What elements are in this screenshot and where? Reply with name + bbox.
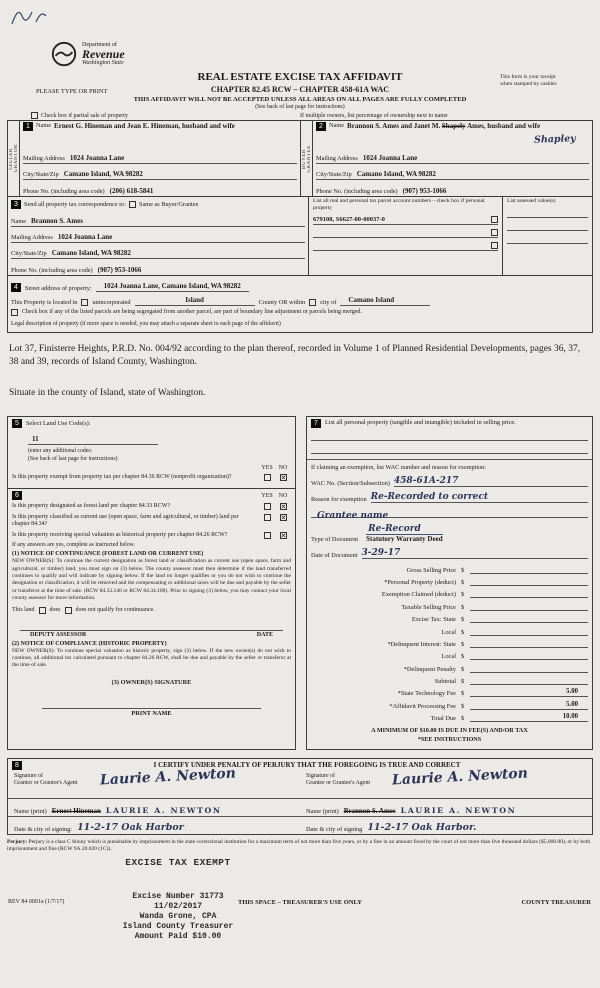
money-row-excise-state xyxy=(311,611,588,623)
certify-statement: I CERTIFY UNDER PENALTY OF PERJURY THAT THE FOREGOING IS TRUE AND CORRECT xyxy=(153,761,461,770)
money-value: 10.00 xyxy=(470,713,588,722)
chapter-line: CHAPTER 82.45 RCW – CHAPTER 458-61A WAC xyxy=(210,85,390,94)
historic-question-row xyxy=(12,532,291,540)
money-value xyxy=(470,634,588,636)
correspondence-header xyxy=(11,198,305,211)
buyer-csz-row xyxy=(316,164,589,180)
grantee-date-cell xyxy=(300,817,592,834)
street-address-row xyxy=(11,277,589,292)
grantee-agent-label: Grantee or Grantee's Agent xyxy=(306,779,371,786)
exempt-yes-checkbox[interactable] xyxy=(264,474,271,481)
print-name-line: PRINT NAME xyxy=(42,708,261,717)
money-value xyxy=(470,658,588,660)
corr-name-value: Brannon S. Ames xyxy=(31,217,83,225)
parcel-row-2 xyxy=(313,225,498,238)
forest-land-question-row xyxy=(12,503,291,511)
completion-warning: THIS AFFIDAVIT WILL NOT BE ACCEPTED UNLESS ALL AREAS ON ALL PAGES ARE FULLY COMPLETED xyxy=(133,96,467,103)
corr-phone-value: (907) 953-1066 xyxy=(97,266,142,274)
date-label: DATE xyxy=(256,631,273,638)
csz-label: City/State/Zip xyxy=(23,171,59,178)
receipt-note-line1: This form is your receipt xyxy=(500,74,556,80)
money-label: *Delinquent Interest: State xyxy=(387,640,456,648)
legal-description-text: Lot 37, Finisterre Heights, P.R.D. No. 004/92 according to the plan thereof, recorded in Volume 1 of Planned Residential Developments, pages 36, 37, 38 and 39, records of Island County, Washington. xyxy=(9,344,581,368)
q3-no-slot xyxy=(275,532,291,539)
notice-continuance-body: NEW OWNER(S): To continue the current designation as forest land or classification as current use (open space, farm and agricultural, or timber) land, you must sign on (3) below. The county assessor must then determine if the land transferred continues to qualify and will indicate by signing below. If the land no longer qualifies or you do not wish to continue the designation or classification, it will be removed and the compensating or additional taxes will be due and payable by the seller or transferor at the time of sale. (RCW 84.33.140 or RCW 84.34.108). Prior to signing (3) below, you may contact your local county assessor for more information. xyxy=(12,558,291,602)
grantor-date-cell xyxy=(8,817,300,834)
section-8-number: 8 xyxy=(12,761,22,770)
type-of-document-handwritten: Re-Record xyxy=(366,524,442,535)
date-of-document-label: Date of Document xyxy=(311,551,358,559)
corr-csz-value: Camano Island, WA 98282 xyxy=(51,249,131,257)
money-label: Local xyxy=(441,653,456,661)
money-row-total-due xyxy=(311,710,588,722)
q3-yes-checkbox[interactable] xyxy=(264,532,271,539)
wac-label: WAC No. (Section/Subsection) xyxy=(311,479,390,487)
money-value xyxy=(470,596,588,598)
section-2-number: 2 xyxy=(316,122,326,131)
reason-value-line2: Grantee name xyxy=(317,510,389,521)
receipt-note xyxy=(500,74,592,89)
name-print-label: Name (print) xyxy=(306,807,339,815)
personal-property-header xyxy=(307,417,592,428)
personal-property-label: List all personal property (tangible and intangible) included in selling price. xyxy=(325,418,516,426)
form-header xyxy=(0,0,600,112)
buyer-phone-row xyxy=(316,180,589,196)
q1-yes-checkbox[interactable] xyxy=(264,503,271,510)
land-use-code-value[interactable]: 11 xyxy=(28,435,158,445)
assessed-value-blank-2 xyxy=(507,218,588,231)
logo-revenue-line: Revenue xyxy=(82,47,125,61)
reason-line2 xyxy=(311,505,588,521)
if-yes-note: If any answers are yes, complete as instructed below. xyxy=(12,542,135,549)
treasurer-use-only-label: THIS SPACE – TREASURER'S USE ONLY xyxy=(238,898,362,906)
forest-land-section xyxy=(8,488,295,725)
city-value: Camano Island xyxy=(340,296,430,306)
date-of-document-value: 3-29-17 xyxy=(361,547,401,558)
grantee-signature-value[interactable]: Laurie A. Newton xyxy=(391,765,529,789)
grantor-date-city-value: 11-2-17 Oak Harbor xyxy=(77,821,184,833)
buyer-name-line2: and wife xyxy=(514,122,541,130)
county-treasurer-label: COUNTY TREASURER xyxy=(521,898,591,906)
name-print-label: Name (print) xyxy=(14,807,47,815)
upper-form-box xyxy=(7,120,593,333)
mailing-address-label: Mailing Address xyxy=(23,155,65,162)
money-value: 5.00 xyxy=(470,701,588,710)
type-of-document-row xyxy=(307,524,592,543)
parcel-number-value: 679108, S6627-00-00037-0 xyxy=(313,215,385,223)
corr-phone-row xyxy=(11,259,305,275)
buyer-side-label: BUYER xyxy=(301,148,307,169)
money-block xyxy=(307,559,592,748)
tax-correspondence-section xyxy=(8,197,592,276)
money-value xyxy=(470,671,588,673)
form-body xyxy=(0,112,600,951)
street-address-value: 1024 Joanna Lane, Camano Island, WA 98282 xyxy=(96,282,249,292)
dollar-sign: $ xyxy=(461,616,465,624)
situate-text: Situate in the county of Island, state of Washington. xyxy=(9,387,206,398)
grantor-printed-name-hand: LAURIE A. NEWTON xyxy=(105,805,222,815)
dollar-sign: $ xyxy=(461,690,465,698)
partial-sale-group xyxy=(7,112,300,119)
county-or-label: County OR within xyxy=(258,299,306,306)
deputy-assessor-label: DEPUTY ASSESSOR xyxy=(30,631,87,638)
land-use-header xyxy=(12,419,291,428)
q2-no-checkbox[interactable]: ✕ xyxy=(280,513,287,522)
logo-text xyxy=(82,42,125,66)
q3-no-checkbox[interactable]: ✕ xyxy=(280,531,287,540)
section-6-header xyxy=(12,491,291,500)
money-row-exemption xyxy=(311,586,588,598)
perjury-bold: Perjury: xyxy=(7,838,28,845)
personal-property-checkbox-2[interactable] xyxy=(491,229,498,236)
minimum-fee-line1: A MINIMUM OF $10.00 IS DUE IN FEE(S) AND/OR TAX xyxy=(371,727,528,735)
city-of-label: city of xyxy=(320,299,337,306)
partial-sale-checkbox[interactable] xyxy=(31,112,38,119)
section-3-number: 3 xyxy=(11,200,21,209)
money-row-processing-fee xyxy=(311,697,588,709)
buyer-csz-value: Camano Island, WA 98282 xyxy=(356,170,436,178)
perjury-text: Perjury is a class C felony which is punishable by imprisonment in the state correctional institution for a maximum term of not more than five years, or by a fine in an amount fixed by the court of not more than five thousand dollars ($5,000.00), or by both imprisonment and fine (RCW 9A.20.020 (1C)). xyxy=(7,838,591,852)
buyer-name-value xyxy=(347,122,540,130)
personal-property-checkbox-3[interactable] xyxy=(491,242,498,249)
mailing-address-label: Mailing Address xyxy=(11,234,53,241)
money-label: Local xyxy=(441,628,456,636)
land-use-label: Select Land Use Code(s): xyxy=(26,419,91,427)
type-of-document-stack xyxy=(366,524,442,543)
does-checkbox[interactable] xyxy=(39,607,46,614)
money-row-excise-local xyxy=(311,623,588,635)
personal-property-column xyxy=(306,416,593,750)
name-label: Name xyxy=(11,218,27,225)
current-use-question-row xyxy=(12,514,291,529)
phone-label: Phone No. (including area code) xyxy=(11,267,93,274)
stamp-treasurer-name: Wanda Grone, CPA xyxy=(139,911,217,921)
seller-phone-value: (206) 618-5841 xyxy=(109,187,154,195)
reason-value-line1: Re-Recorded to correct xyxy=(370,491,489,502)
dollar-sign: $ xyxy=(461,653,465,661)
date-of-document-fill xyxy=(362,548,588,559)
same-as-buyer-label: Same as Buyer/Grantee xyxy=(138,201,199,208)
no-header: NO xyxy=(278,464,288,471)
does-not-checkbox[interactable] xyxy=(65,607,72,614)
forest-land-question: Is this property designated as forest land per chapter 84.33 RCW? xyxy=(12,503,171,510)
money-row-subtotal xyxy=(311,673,588,685)
money-value: 5.00 xyxy=(470,688,588,697)
buyer-section xyxy=(300,121,592,196)
same-as-buyer-checkbox[interactable] xyxy=(129,201,136,208)
grantee-name-cell xyxy=(300,799,592,817)
money-row-tech-fee xyxy=(311,685,588,697)
assessed-value-blank-3 xyxy=(507,231,588,244)
corr-mailing-row xyxy=(11,227,305,243)
grantor-printed-name-struck: Ernest Hineman xyxy=(51,806,101,815)
yes-no-header-6 xyxy=(259,493,291,499)
q1-yes-slot xyxy=(259,503,275,510)
personal-property-blank-2 xyxy=(311,441,588,454)
exempt-question: Is this property exempt from property tax per chapter 84.36 RCW (nonprofit organization)? xyxy=(12,473,232,480)
yes-header: YES xyxy=(261,492,273,499)
form-revision-number: REV 84 0001a (1/7/17) xyxy=(8,898,65,905)
seller-mailing-value: 1024 Joanna Lane xyxy=(69,154,125,162)
money-row-interest-local xyxy=(311,648,588,660)
seller-side-strip xyxy=(8,121,20,196)
yes-header: YES xyxy=(261,464,273,471)
grantor-agent-label: Grantor or Grantor's Agent xyxy=(14,779,78,786)
stamp-excise-number: Excise Number 31773 xyxy=(132,891,224,901)
reason-label: Reason for exemption xyxy=(311,495,367,503)
q3-yes-slot xyxy=(259,532,275,539)
partial-sale-label: Check box if partial sale of property xyxy=(41,112,128,119)
type-of-document-label: Type of Document xyxy=(311,535,359,543)
money-label: Excise Tax: State xyxy=(411,616,456,624)
receipt-note-line2: when stamped by cashier. xyxy=(500,81,558,88)
land-use-column xyxy=(7,416,296,750)
q2-yes-checkbox[interactable] xyxy=(264,514,271,521)
corr-name-row xyxy=(11,211,305,227)
county-value: Island xyxy=(135,296,255,306)
stamp-amount-paid: Amount Paid $10.00 xyxy=(134,931,222,941)
wac-row xyxy=(311,476,588,487)
money-value xyxy=(470,621,588,623)
land-use-section xyxy=(8,417,295,489)
buyer-mailing-value: 1024 Joanna Lane xyxy=(362,154,418,162)
correspondence-fields xyxy=(8,197,308,275)
money-value xyxy=(470,584,588,586)
money-label: *Personal Property (deduct) xyxy=(384,578,456,586)
property-location-section xyxy=(8,276,592,332)
unincorporated-label: unincorporated xyxy=(92,299,131,306)
notice-continuance-title: (1) NOTICE OF CONTINUANCE (FOREST LAND OR CURRENT USE) xyxy=(12,551,204,558)
logo-dept-line: Department of xyxy=(82,42,117,48)
buyer-name-post: Ames, husband xyxy=(467,122,514,130)
money-label: *Affidavit Processing Fee xyxy=(389,702,456,710)
personal-property-checkbox-1[interactable] xyxy=(491,216,498,223)
money-value xyxy=(470,646,588,648)
this-land-label: This land xyxy=(12,607,35,614)
grantee-signature-cell xyxy=(300,765,592,799)
signature-of-label: Signature of xyxy=(14,772,43,779)
logo-state-line: Washington State xyxy=(82,60,124,66)
dollar-sign: $ xyxy=(461,591,465,599)
stamp-treasurer-title: Island County Treasurer xyxy=(122,921,234,931)
grantee-printed-name-hand: LAURIE A. NEWTON xyxy=(400,805,517,815)
buyer-name-struck: Shapely xyxy=(441,122,466,130)
unincorporated-checkbox[interactable] xyxy=(81,299,88,306)
reason-fill xyxy=(371,492,588,503)
money-value xyxy=(470,572,588,574)
dollar-sign: $ xyxy=(461,678,465,686)
certification-section xyxy=(7,758,593,835)
exemption-block xyxy=(307,459,592,521)
located-in-row xyxy=(11,292,589,306)
parcel-row-3 xyxy=(313,238,498,251)
q2-yes-slot xyxy=(259,514,275,521)
buyer-side-strip xyxy=(301,121,313,196)
owners-signature-label: (3) OWNER(S) SIGNATURE xyxy=(111,678,192,686)
seller-side-label: SELLER xyxy=(8,147,14,170)
type-or-print-note: PLEASE TYPE OR PRINT xyxy=(36,88,108,95)
seller-csz-value: Camano Island, WA 98282 xyxy=(63,170,143,178)
buyer-name-correction: Shapley xyxy=(534,133,577,146)
section-6-number: 6 xyxy=(12,491,22,500)
wac-fill xyxy=(394,476,588,487)
dollar-sign: $ xyxy=(461,578,465,586)
dollar-sign: $ xyxy=(461,603,465,611)
dollar-sign: $ xyxy=(461,640,465,648)
street-address-label: Street address of property: xyxy=(25,285,92,292)
form-title: REAL ESTATE EXCISE TAX AFFIDAVIT xyxy=(197,71,403,83)
current-use-question: Is this property classified as current use (open space, farm and agricultural, or timber) land per chapter 84.34? xyxy=(12,513,239,528)
located-pre-label: This Property is located in xyxy=(11,299,78,306)
phone-label: Phone No. (including area code) xyxy=(316,188,398,195)
corr-mailing-value: 1024 Joanna Lane xyxy=(57,233,113,241)
parties-row xyxy=(8,121,592,197)
dollar-sign: $ xyxy=(461,665,465,673)
minimum-fee-line2: *SEE INSTRUCTIONS xyxy=(417,735,482,743)
csz-label: City/State/Zip xyxy=(316,171,352,178)
seller-name-label: Name xyxy=(36,122,52,129)
multiple-owners-note: If multiple owners, list percentage of ownership next to name xyxy=(300,112,448,119)
land-use-entry-row xyxy=(12,428,291,446)
q2-no-slot xyxy=(275,514,291,521)
buyer-fields xyxy=(313,121,592,196)
dept-revenue-logo xyxy=(50,40,125,68)
grantor-signature-cell xyxy=(8,765,300,799)
exempt-question-row xyxy=(12,474,291,482)
see-back-note-5: (See back of last page for instructions) xyxy=(28,455,118,462)
type-of-document-value: Statutory Warranty Deed xyxy=(366,534,443,543)
q1-no-checkbox[interactable]: ✕ xyxy=(280,503,287,512)
dollar-sign: $ xyxy=(461,715,465,723)
q1-no-slot xyxy=(275,503,291,510)
seller-mailing-row xyxy=(23,148,297,164)
money-label: Subtotal xyxy=(434,678,456,686)
money-label: *State Technology Fee xyxy=(397,690,456,698)
deputy-assessor-line xyxy=(20,630,283,638)
historic-question: Is this property receiving special valuation as historical property per chapter 84.26 RCW? xyxy=(12,531,228,538)
seller-name-row xyxy=(23,122,297,148)
qualify-row xyxy=(12,607,291,614)
segregated-checkbox[interactable] xyxy=(11,309,18,316)
assessed-values-column xyxy=(502,197,592,275)
revenue-logo-icon xyxy=(50,40,78,68)
buyer-mailing-row xyxy=(316,148,589,164)
money-row-taxable xyxy=(311,598,588,610)
corr-csz-row xyxy=(11,243,305,259)
buyer-name-label: Name xyxy=(329,122,345,129)
buyer-name-pre: Brannon S. Ames and Janet M. xyxy=(347,122,441,130)
date-of-document-row xyxy=(307,548,592,559)
exempt-no-checkbox[interactable]: ✕ xyxy=(280,473,287,482)
phone-label: Phone No. (including area code) xyxy=(23,188,105,195)
seller-phone-row xyxy=(23,180,297,196)
money-label: Total Due xyxy=(430,715,456,723)
money-label: Gross Selling Price xyxy=(406,566,456,574)
yes-no-header-5 xyxy=(12,465,291,471)
exempt-yes-slot xyxy=(259,474,275,481)
no-header: NO xyxy=(278,492,288,499)
partial-sale-row xyxy=(7,112,593,119)
section-5-number: 5 xyxy=(12,419,22,428)
legal-description-label: Legal description of property (if more space is needed, you may attach a separate sheet to each page of the affidavit) xyxy=(11,320,281,327)
reason-row xyxy=(311,492,588,503)
money-label: Taxable Selling Price xyxy=(401,603,456,611)
send-correspondence-label: Send all property tax correspondence to: xyxy=(24,201,126,208)
assessed-value-blank-1 xyxy=(507,205,588,218)
date-city-label: Date & city of signing xyxy=(306,825,363,833)
grantee-date-city-value: 11-2-17 Oak Harbor. xyxy=(367,821,477,833)
segregated-label: Check box if any of the listed parcels are being segregated from another parcel, are part of boundary line adjustment or parcels being merged. xyxy=(22,309,362,315)
see-back-note: (See back of last page for instructions) xyxy=(255,104,345,110)
assessed-values-header: List assessed value(s) xyxy=(507,198,556,204)
money-row-personal xyxy=(311,574,588,586)
city-checkbox[interactable] xyxy=(309,299,316,306)
section-4-number: 4 xyxy=(11,283,21,292)
dollar-sign: $ xyxy=(461,702,465,710)
mailing-address-label: Mailing Address xyxy=(316,155,358,162)
dollar-sign: $ xyxy=(461,628,465,636)
stamp-date: 11/02/2017 xyxy=(153,901,202,911)
seller-csz-row xyxy=(23,164,297,180)
segregated-row xyxy=(11,306,589,318)
middle-columns xyxy=(7,416,593,750)
personal-property-blank-1 xyxy=(311,428,588,441)
date-city-label: Date & city of signing: xyxy=(14,825,73,833)
money-row-gross xyxy=(311,561,588,573)
signature-of-label: Signature of xyxy=(306,772,335,779)
exempt-no-slot xyxy=(275,474,291,481)
parcel-row-1 xyxy=(313,212,498,225)
money-value xyxy=(470,609,588,611)
money-label: Exemption Claimed (deduct) xyxy=(381,591,456,599)
grantor-signature-value[interactable]: Laurie A. Newton xyxy=(99,765,237,789)
money-value xyxy=(470,683,588,685)
grantor-side-label: GRANTOR xyxy=(13,144,19,173)
footer xyxy=(7,855,593,951)
money-label: *Delinquent Penalty xyxy=(403,665,456,673)
exemption-intro: If claiming an exemption, list WAC number and reason for exemption: xyxy=(311,463,486,471)
money-row-penalty xyxy=(311,660,588,672)
seller-section xyxy=(8,121,300,196)
notice-compliance-body: NEW OWNER(S): To continue special valuation as historic property, sign (3) below. If the new owner(s) do not wish to continue, all additional tax calculated pursuant to chapter 84.26 RCW, shall be due and payable by the seller or transferor at the time of sale. xyxy=(12,647,291,669)
dollar-sign: $ xyxy=(461,566,465,574)
minimum-fee-note xyxy=(311,727,588,744)
perjury-notice xyxy=(7,839,593,853)
wac-value: 458-61A-217 xyxy=(393,475,459,486)
does-label: does xyxy=(49,607,61,614)
buyer-phone-value: (907) 953-1066 xyxy=(402,187,447,195)
section-7-number: 7 xyxy=(311,419,321,428)
money-row-interest-state xyxy=(311,636,588,648)
additional-codes-label: (enter any additional codes: xyxy=(28,447,93,454)
grantee-printed-name-struck: Brannon S. Ames xyxy=(343,806,396,815)
notice-compliance-title: (2) NOTICE OF COMPLIANCE (HISTORIC PROPERTY) xyxy=(12,640,167,647)
parcel-numbers-column xyxy=(308,197,502,275)
grantor-name-cell xyxy=(8,799,300,817)
csz-label: City/State/Zip xyxy=(11,250,47,257)
seller-fields xyxy=(20,121,300,196)
stamp-exempt-line: EXCISE TAX EXEMPT xyxy=(125,856,231,868)
does-not-label: does not qualify for continuance. xyxy=(75,607,155,614)
grantee-side-label: GRANTEE xyxy=(306,144,312,173)
parcel-numbers-header: List all real and personal tax parcel account numbers – check box if personal property xyxy=(313,198,485,211)
section-1-number: 1 xyxy=(23,122,33,131)
seller-name-value: Ernest G. Hineman and Jean E. Hineman, husband and wife xyxy=(54,122,235,130)
